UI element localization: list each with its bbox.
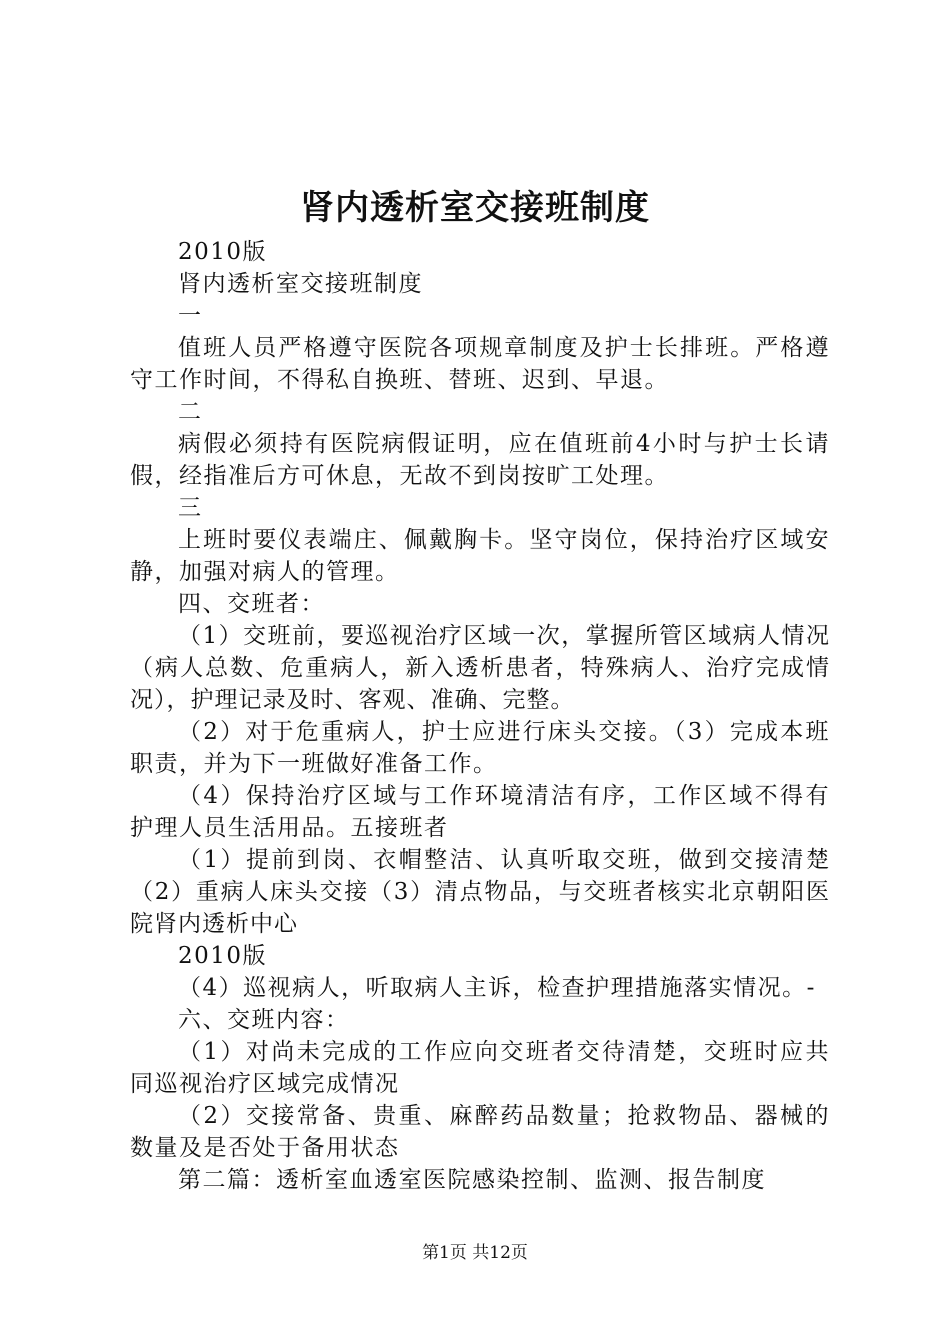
document-body [130,236,830,1196]
paragraph: （4）巡视病人，听取病人主诉，检查护理措施落实情况。- [178,975,816,1001]
paragraph: （1）对尚未完成的工作应向交班者交待清楚，交班时应共同巡视治疗区域完成情况 [130,1039,830,1097]
paragraph: 一 [178,303,203,329]
paragraph: 二 [178,399,203,425]
paragraph: 2010版 [178,239,268,265]
paragraph: 肾内透析室交接班制度 [178,271,423,297]
paragraph: 2010版 [178,943,268,969]
paragraph: （2）对于危重病人，护士应进行床头交接。（3）完成本班职责，并为下一班做好准备工作。 [130,719,830,777]
paragraph: （4）保持治疗区域与工作环境清洁有序，工作区域不得有护理人员生活用品。五接班者 [130,783,830,841]
paragraph: （1）提前到岗、衣帽整洁、认真听取交班，做到交接清楚（2）重病人床头交接（3）清点物品，与交班者核实北京朝阳医院肾内透析中心 [130,847,830,937]
paragraph: （1）交班前，要巡视治疗区域一次，掌握所管区域病人情况（病人总数、危重病人，新入透析患者，特殊病人、治疗完成情况），护理记录及时、客观、准确、完整。 [130,623,830,713]
document-title: 肾内透析室交接班制度 [300,188,650,228]
page-number-footer: 第1页 共12页 [422,1243,528,1263]
paragraph: 六、交班内容： [178,1007,350,1033]
paragraph: 四、交班者： [178,591,325,617]
paragraph: 三 [178,495,203,521]
paragraph: （2）交接常备、贵重、麻醉药品数量；抢救物品、器械的数量及是否处于备用状态 [130,1103,830,1161]
paragraph: 病假必须持有医院病假证明，应在值班前4小时与护士长请假，经指准后方可休息，无故不到岗按旷工处理。 [130,431,830,489]
paragraph: 上班时要仪表端庄、佩戴胸卡。坚守岗位，保持治疗区域安静，加强对病人的管理。 [130,527,830,585]
paragraph: 第二篇：透析室血透室医院感染控制、监测、报告制度 [178,1167,766,1193]
paragraph: 值班人员严格遵守医院各项规章制度及护士长排班。严格遵守工作时间，不得私自换班、替班、迟到、早退。 [130,335,830,393]
